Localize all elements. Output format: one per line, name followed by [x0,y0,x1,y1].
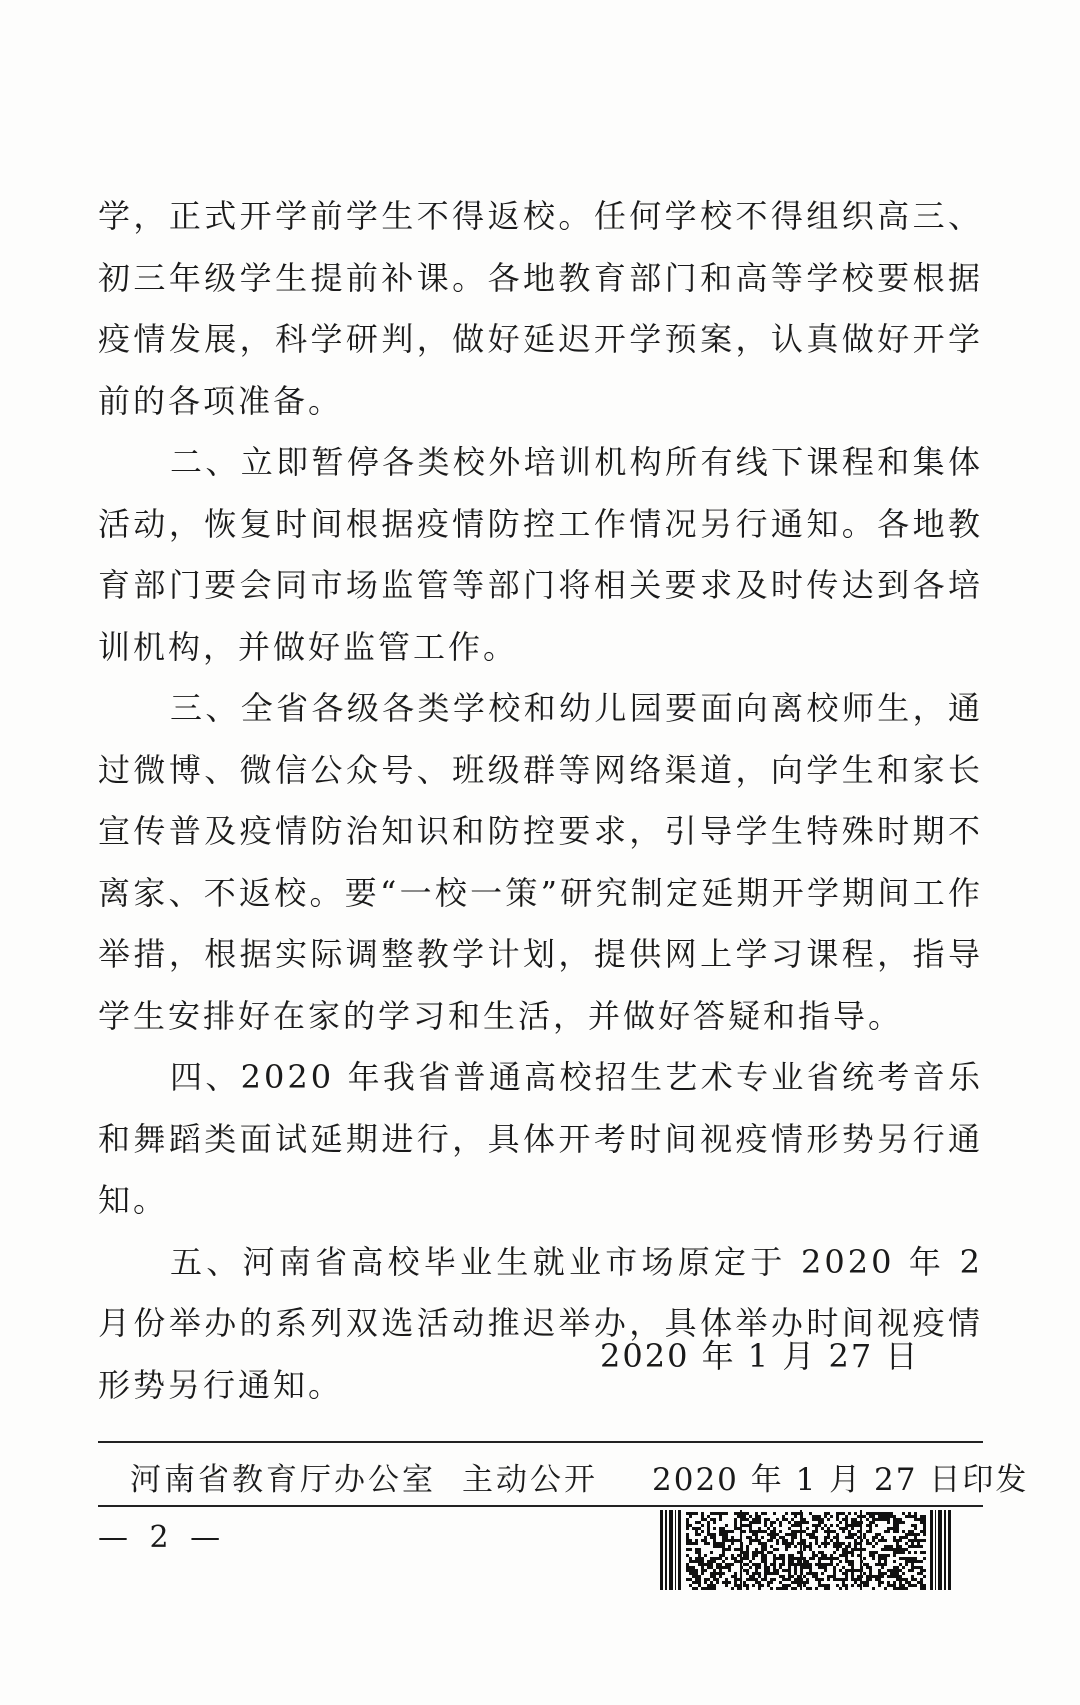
footer-top-rule [98,1441,983,1443]
paragraph-continuation: 学，正式开学前学生不得返校。任何学校不得组织高三、初三年级学生提前补课。各地教育部门和高等学校要根据疫情发展，科学研判，做好延迟开学预案，认真做好开学前的各项准备。 [98,197,983,420]
page-number: — 2 — [98,1520,227,1555]
paragraph-item-5: 五、河南省高校毕业生就业市场原定于 2020 年 2 月份举办的系列双选活动推迟举办，具体举办时间视疫情形势另行通知。 [98,1242,983,1404]
signature-date: 2020 年 1 月 27 日 [600,1337,920,1375]
footer-issue-date: 2020 年 1 月 27 日印发 [652,1462,1029,1498]
footer-publicity-status: 主动公开 [462,1462,598,1498]
document-barcode-icon [660,1510,952,1590]
footer-bottom-rule [98,1505,983,1507]
paragraph-item-4: 四、2020 年我省普通高校招生艺术专业省统考音乐和舞蹈类面试延期进行，具体开考时间视疫情形势另行通知。 [98,1058,983,1219]
paragraph-item-3: 三、全省各级各类学校和幼儿园要面向离校师生，通过微博、微信公众号、班级群等网络渠道，向学生和家长宣传普及疫情防治知识和防控要求，引导学生特殊时期不离家、不返校。要“一校一策”研究制定延期开学期间工作举措，根据实际调整教学计划，提供网上学习课程，指导学生安排好在家的学习和生活，并做好答疑和指导。 [98,689,983,1035]
paragraph-item-2: 二、立即暂停各类校外培训机构所有线下课程和集体活动，恢复时间根据疫情防控工作情况另行通知。各地教育部门要会同市场监管等部门将相关要求及时传达到各培训机构，并做好监管工作。 [98,443,983,666]
footer-issuing-office: 河南省教育厅办公室 [130,1462,436,1498]
document-body [98,186,983,1416]
